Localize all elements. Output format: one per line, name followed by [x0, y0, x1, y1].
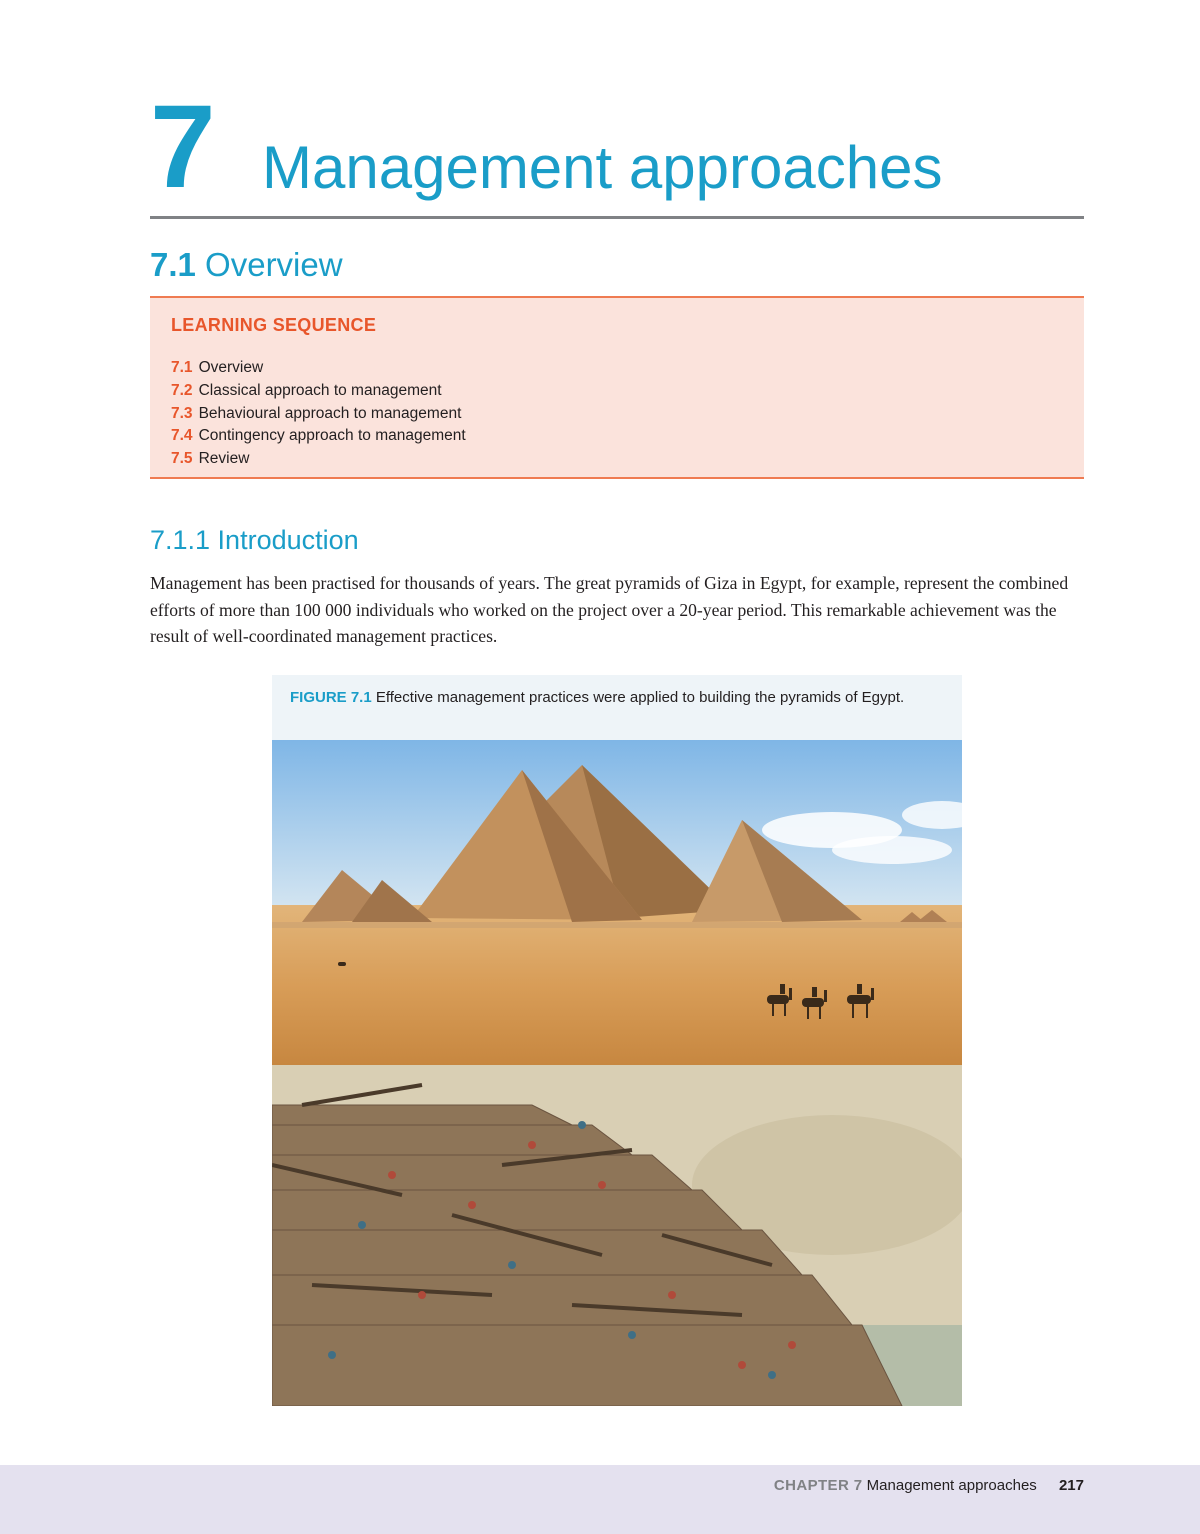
learning-sequence-list: [171, 357, 466, 471]
subsection-heading: 7.1.1 Introduction: [150, 525, 359, 555]
list-item[interactable]: [171, 425, 466, 448]
chapter-title: Management approaches: [262, 134, 943, 201]
item-number: 7.2: [171, 381, 193, 399]
pyramids-photo: [272, 740, 962, 1065]
figure-caption: [272, 675, 962, 740]
page-number: 217: [1058, 1477, 1084, 1494]
figure-caption-text: Effective management practices were applied to building the pyramids of Egypt.: [375, 689, 905, 706]
list-item[interactable]: [171, 448, 466, 471]
body-paragraph: Management has been practised for thousands of years. The great pyramids of Giza in Egypt, for example, represent the combined efforts of more than 100 000 individuals who worked on the project over a 20-year period. This remarkable achievement was the result of well-coordinated management practices.: [150, 573, 1069, 646]
list-item[interactable]: [171, 357, 466, 380]
item-label: Review: [198, 450, 250, 468]
section-number: 7.1: [150, 246, 196, 283]
chapter-heading: [150, 81, 1084, 213]
item-label: Contingency approach to management: [198, 427, 466, 445]
item-label: Classical approach to management: [198, 381, 442, 399]
chapter-divider: [150, 216, 1084, 219]
learning-sequence-box: [150, 296, 1084, 479]
pyramid-construction-painting: [272, 1065, 962, 1406]
chapter-number: 7: [150, 81, 214, 213]
item-label: Overview: [198, 359, 264, 376]
section-heading: [150, 244, 343, 286]
page-footer: [774, 1477, 1084, 1494]
item-label: Behavioural approach to management: [198, 404, 462, 422]
footer-chapter-label: CHAPTER 7: [773, 1477, 863, 1494]
figure-label: FIGURE 7.1: [290, 689, 372, 706]
footer-band: [0, 1465, 1200, 1534]
item-number: 7.1: [171, 359, 193, 376]
learning-sequence-heading: LEARNING SEQUENCE: [171, 315, 377, 335]
list-item[interactable]: [171, 403, 466, 426]
section-title: Overview: [205, 246, 343, 283]
list-item[interactable]: [171, 380, 466, 403]
item-number: 7.5: [171, 450, 193, 468]
item-number: 7.4: [171, 427, 193, 445]
footer-chapter-title: Management approaches: [866, 1477, 1037, 1494]
item-number: 7.3: [171, 404, 193, 422]
